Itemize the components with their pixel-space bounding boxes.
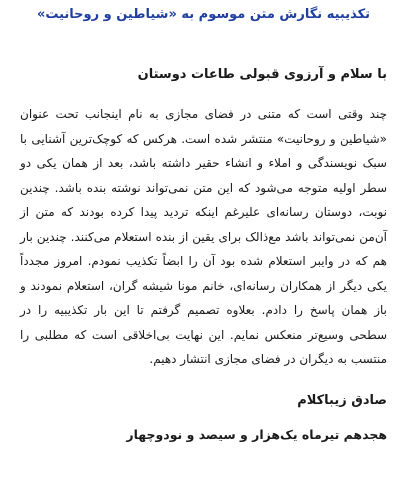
greeting-line: با سلام و آرزوی قبولی طاعات دوستان	[137, 67, 387, 82]
document-title: تکذیبیه نگارش متن موسوم به «شیاطین و روحانیت»	[36, 7, 371, 22]
author-signature: صادق زیباکلام	[297, 392, 387, 408]
body-paragraph: چند وقتی است که متنی در فضای مجازی به نام اینجانب تحت عنوان «شیاطین و روحانیت» منتشر شده است. هرکس که کوچک‌ترین آشنایی با سبک نویسندگی و املاء و انشاء حقیر داشته باشد، بعد از همان یکی دو سطر اولیه متوجه می‌شود که این متن نمی‌تواند نوشته بنده باشد. چندین نوبت، دوستان رسانه‌ای علیرغم اینکه تردید پیدا کرده بودند که متن از آن‌من نمی‌تواند باشد مع‌ذالک برای یقین از بنده استعلام می‌کنند. چندین بار هم که در وایبر استعلام شده بود آن را ابضاً تکذیب نمودم. امروز مجدداً یکی دیگر از همکاران رسانه‌ای، خانم مونا شیشه گران، استعلام نمودند و باز همان پاسخ را دادم. بعلاوه تصمیم گرفتم تا این بار تکذیبیه را در سطحی وسیع‌تر منعکس نمایم. این نهایت بی‌اخلاقی است که مطلبی را منتسب به دیگران در فضای مجازی انتشار دهیم.	[20, 107, 387, 366]
document-date: هجدهم تیرماه یک‌هزار و سیصد و نودوچهار	[126, 426, 387, 442]
